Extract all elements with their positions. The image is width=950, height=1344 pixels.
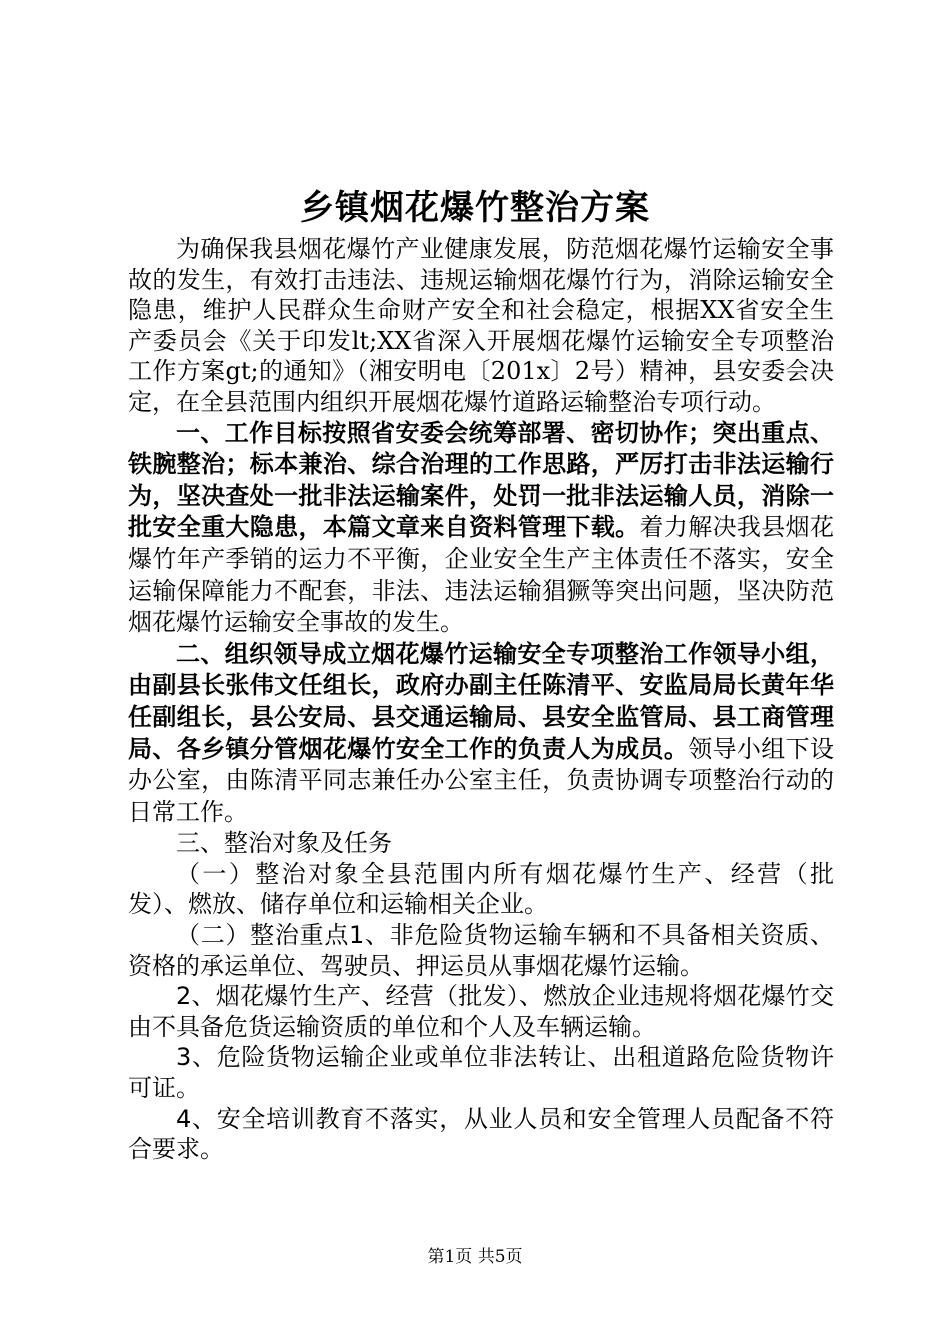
section-organization [128,639,834,829]
subsection-targets: （一）整治对象全县范围内所有烟花爆竹生产、经营（批发）、燃放、储存单位和运输相关企业。 [128,859,834,919]
page-number-footer: 第1页 共5页 [427,1247,523,1267]
section-targets-heading: 三、整治对象及任务 [176,829,392,858]
key-point-3: 3、危险货物运输企业或单位非法转让、出租道路危险货物许可证。 [128,1043,834,1103]
key-point-4: 4、安全培训教育不落实，从业人员和安全管理人员配备不符合要求。 [128,1104,834,1164]
section-organization-bold: 二、组织领导成立烟花爆竹运输安全专项整治工作领导小组，由副县长张伟文任组长，政府办副主任陈清平、安监局局长黄年华任副组长，县公安局、县交通运输局、县安全监管局、县工商管理局、各乡镇分管烟花爆竹安全工作的负责人为成员。 [128,639,834,763]
intro-paragraph: 为确保我县烟花爆竹产业健康发展，防范烟花爆竹运输安全事故的发生，有效打击违法、违规运输烟花爆竹行为，消除运输安全隐患，维护人民群众生命财产安全和社会稳定，根据XX省安全生产委员会《关于印发lt;XX省深入开展烟花爆竹运输安全专项整治工作方案gt;的通知》（湘安明电〔201x〕2号）精神，县安委会决定，在全县范围内组织开展烟花爆竹道路运输整治专项行动。 [128,235,834,416]
key-point-2: 2、烟花爆竹生产、经营（批发）、燃放企业违规将烟花爆竹交由不具备危货运输资质的单位和个人及车辆运输。 [128,982,834,1041]
section-work-goal-light: 着力解决我县烟花爆竹年产季销的运力不平衡，企业安全生产主体责任不落实，安全运输保障能力不配套，非法、违法运输猖獗等突出问题，坚决防范烟花爆竹运输安全事故的发生。 [128,513,834,637]
section-work-goal-bold: 一、工作目标按照省安委会统筹部署、密切协作；突出重点、铁腕整治；标本兼治、综合治理的工作思路，严厉打击非法运输行为，坚决查处一批非法运输案件，处罚一批非法运输人员，消除一批安全重大隐患，本篇文章来自资料管理下载。 [128,418,834,542]
document-title: 乡镇烟花爆竹整治方案 [300,188,650,228]
section-work-goal [128,418,834,639]
document-body [128,234,834,1165]
section-organization-light: 领导小组下设办公室，由陈清平同志兼任办公室主任，负责协调专项整治行动的日常工作。 [128,734,835,826]
subsection-key-points: （二）整治重点1、非危险货物运输车辆和不具备相关资质、资格的承运单位、驾驶员、押运员从事烟花爆竹运输。 [128,921,834,980]
